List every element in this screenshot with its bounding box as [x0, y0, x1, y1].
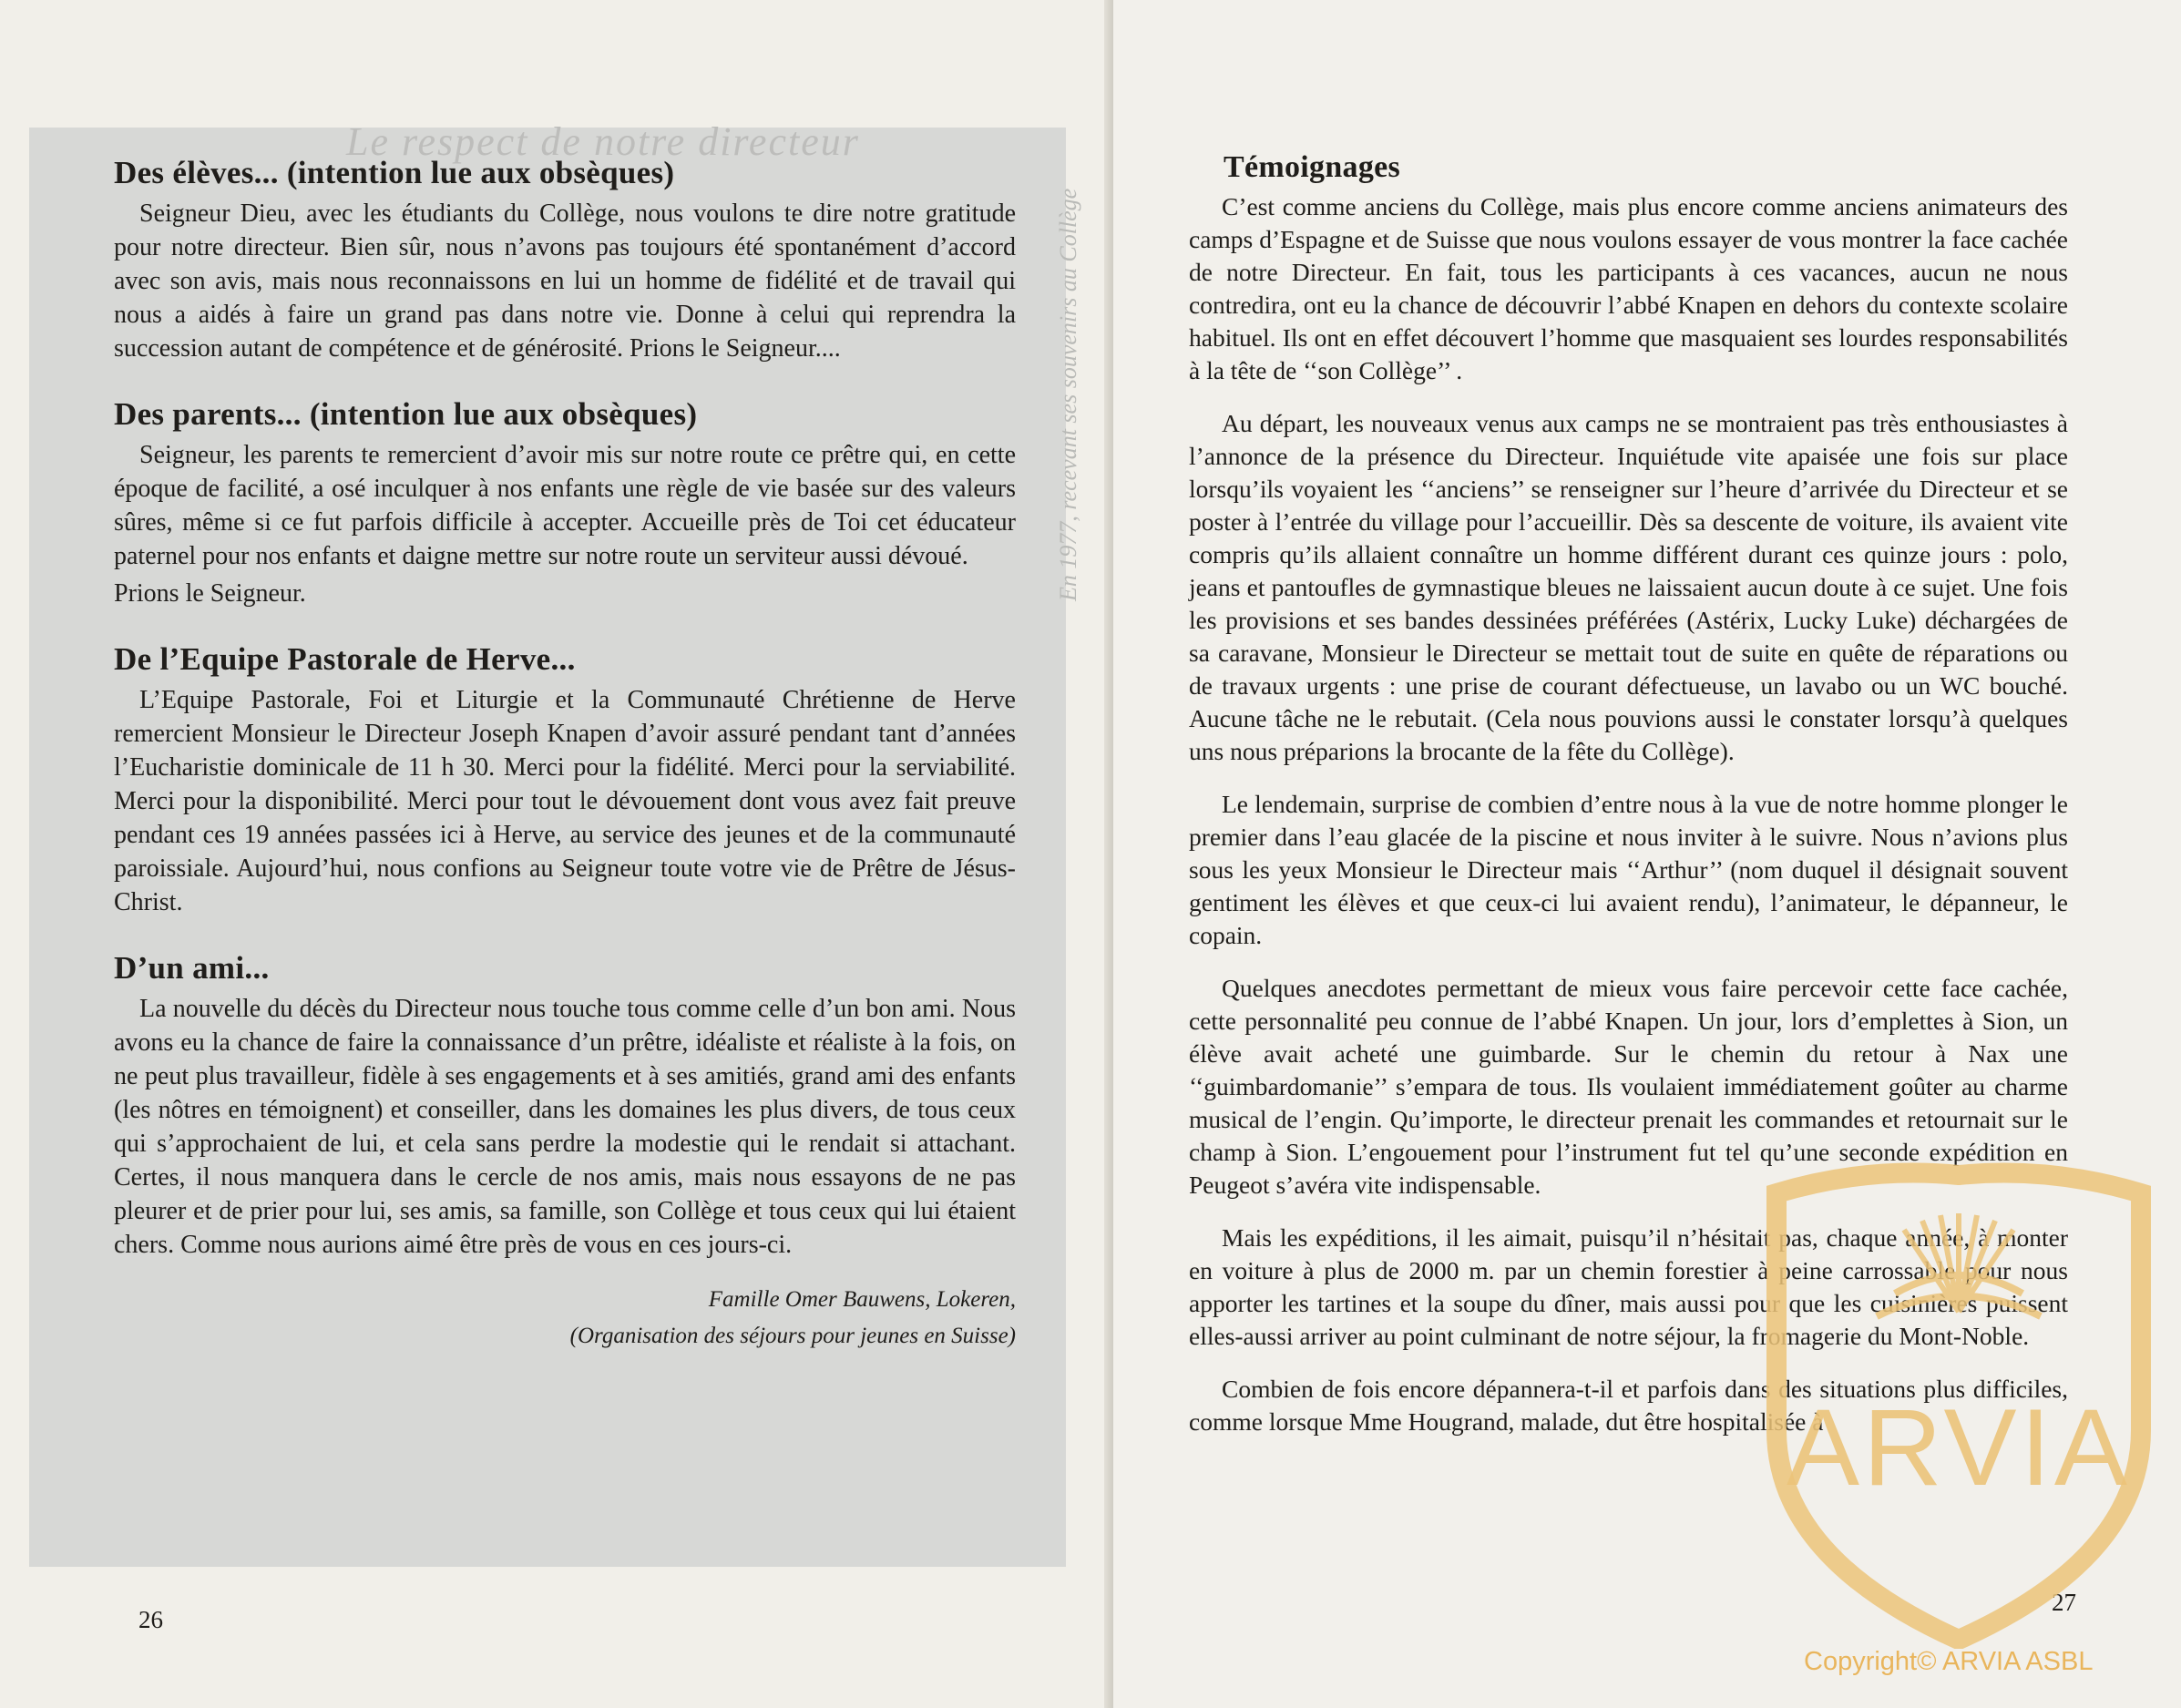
page-title: Témoignages [1224, 150, 1401, 184]
page-number-left: 26 [138, 1606, 163, 1633]
page-number-right: 27 [2052, 1589, 2076, 1616]
signature-line: Famille Omer Bauwens, Lokeren, [708, 1287, 1016, 1312]
signature [114, 1282, 1016, 1355]
signature-line: (Organisation des séjours pour jeunes en Suisse) [569, 1324, 1016, 1348]
arvia-shield-logo [1758, 1157, 2159, 1649]
section-title: De l’Equipe Pastorale de Herve... [114, 641, 576, 677]
paragraph: Quelques anecdotes permettant de mieux vous faire percevoir cette face cachée, cette personnalité peu connue de l’abbé Knapen. Un jour, lors d’emplettes à Sion, un élève avait acheté une guimbarde. Sur le chemin du retour à Nax une ‘‘guimbardomanie’’ s’empara de tous. Ils voulaient immédiatement goûter au charme musical de l’engin. Qu’importe, le directeur prenait les commandes et retournait sur le champ à Sion. L’engouement pour l’instrument fut tel qu’une seconde expédition en Peugeot s’avéra vite indispensable. [1189, 974, 2068, 1199]
watermark-logo-text: ARVIA [1787, 1386, 2131, 1509]
section-paragraph: L’Equipe Pastorale, Foi et Liturgie et la Communauté Chrétienne de Herve remercient Monsieur le Directeur Joseph Knapen d’avoir assuré pendant tant d’années l’Eucharistie dominicale de 11 h 30. Merci pour la fidélité. Merci pour la serviabilité. Merci pour la disponibilité. Merci pour tout le dévouement dont vous avez fait preuve pendant ces 19 années passées ici à Herve, au service des jeunes et de la communauté paroissiale. Aujourd’hui, nous confions au Seigneur toute votre vie de Prêtre de Jésus-Christ. [114, 686, 1016, 916]
section-equipe-pastorale [114, 641, 1016, 919]
left-vertical-caption: En 1977, recevant ses souvenirs au Collège [1055, 188, 1081, 601]
section-closing: Prions le Seigneur. [114, 579, 306, 608]
section-paragraph: La nouvelle du décès du Directeur nous touche tous comme celle d’un bon ami. Nous avons eu la chance de faire la connaissance d’un prêtre, idéaliste et réaliste à la fois, on ne peut plus travailleur, fidèle à ses engagements et à ses amitiés, grand ami des enfants (les nôtres en témoignent) et conseiller, dans les domaines les plus divers, de tous ceux qui s’approchaient de lui, et cela sans perdre la modestie qui le rendait si attachant. Certes, il nous manquera dans le cercle de nos amis, mais nous essayons de ne pas pleurer et de prier pour lui, ses amis, sa famille, son Collège et tous ceux qui lui étaient chers. Comme nous aurions aimé être près de vous en ces jours-ci. [114, 995, 1016, 1259]
section-title: Des parents... (intention lue aux obsèques) [114, 396, 698, 432]
paragraph: Le lendemain, surprise de combien d’entre nous à la vue de notre homme plonger le premier dans l’eau glacée de la piscine et nous inviter à le suivre. Nous n’avions plus sous les yeux Monsieur le Directeur mais ‘‘Arthur’’ (nom duquel il désignait souvent gentiment les élèves et que ceux-ci lui avaient rendu), l’animateur, le dépanneur, le copain. [1189, 790, 2068, 949]
section-title: Des élèves... (intention lue aux obsèques) [114, 155, 675, 190]
section-eleves [114, 155, 1016, 365]
left-text-column [114, 155, 1016, 1386]
paragraph: Mais les expéditions, il les aimait, puisqu’il n’hésitait pas, chaque année, à monter en voiture à plus de 2000 m. par un chemin forestier à peine carrossable pour nous apporter les tartines et la soupe du dîner, mais aussi pour que les cuisinières puissent elles-aussi arriver au point culminant de notre séjour, la fromagerie du Mont-Noble. [1189, 1223, 2068, 1350]
paragraph: Au départ, les nouveaux venus aux camps ne se montraient pas très enthousiastes à l’annonce de la présence du Directeur. Inquiétude vite apaisée une fois sur place lorsqu’ils voyaient les ‘‘anciens’’ se renseigner sur l’heure d’arrivée du Directeur et se poster à l’entrée du village pour l’accueillir. Dès sa descente de voiture, ils avaient vite compris qu’ils allaient connaître un homme différent durant ces quinze jours : polo, jeans et pantoufles de gymnastique bleues ne laissaient aucun doute à ce sujet. Une fois les provisions et ses bandes dessinées préférées (Astérix, Lucky Luke) déchargées de sa caravane, Monsieur le Directeur se mettait tout de suite en quête de réparations ou de travaux urgents : une prise de courant défectueuse, un lavabo ou un WC bouché. Aucune tâche ne le rebutait. (Cela nous pouvions aussi le constater lorsqu’à quelques uns nous préparions la brocante de la fête du Collège). [1189, 409, 2068, 765]
section-parents [114, 396, 1016, 610]
paragraph: C’est comme anciens du Collège, mais plus encore comme anciens animateurs des camps d’Espagne et de Suisse que nous voulons essayer de vous montrer la face cachée de notre Directeur. En fait, tous les participants à ces vacances, aucun ne nous contredira, ont eu la chance de découvrir l’abbé Knapen en dehors du contexte scolaire habituel. Ils ont en effet découvert l’homme que masquaient ses lourdes responsabilités à la tête de ‘‘son Collège’’ . [1189, 192, 2068, 384]
copyright-notice: Copyright© ARVIA ASBL [1804, 1647, 2094, 1676]
section-title: D’un ami... [114, 950, 270, 986]
section-ami [114, 950, 1016, 1355]
paragraph: Combien de fois encore dépannera-t-il et parfois dans des situations plus difficiles, comme lorsque Mme Hougrand, malade, dut être hospitalisée à [1189, 1375, 2068, 1436]
left-ghost-header: Le respect de notre directeur [346, 119, 860, 164]
section-paragraph: Seigneur Dieu, avec les étudiants du Collège, nous voulons te dire notre gratitude pour notre directeur. Bien sûr, nous n’avons pas toujours été spontanément d’accord avec son avis, mais nous reconnaissons en lui un homme de fidélité et de travail qui nous a aidés à faire un grand pas dans notre vie. Donne à celui qui reprendra la succession autant de compétence et de générosité. Prions le Seigneur.... [114, 199, 1016, 363]
section-paragraph: Seigneur, les parents te remercient d’avoir mis sur notre route ce prêtre qui, en cette époque de facilité, a osé inculquer à nos enfants une règle de vie basée sur des valeurs sûres, même si ce fut parfois difficile à accepter. Accueille près de Toi cet éducateur paternel pour nos enfants et daigne mettre sur notre route un serviteur aussi dévoué. [114, 441, 1016, 570]
